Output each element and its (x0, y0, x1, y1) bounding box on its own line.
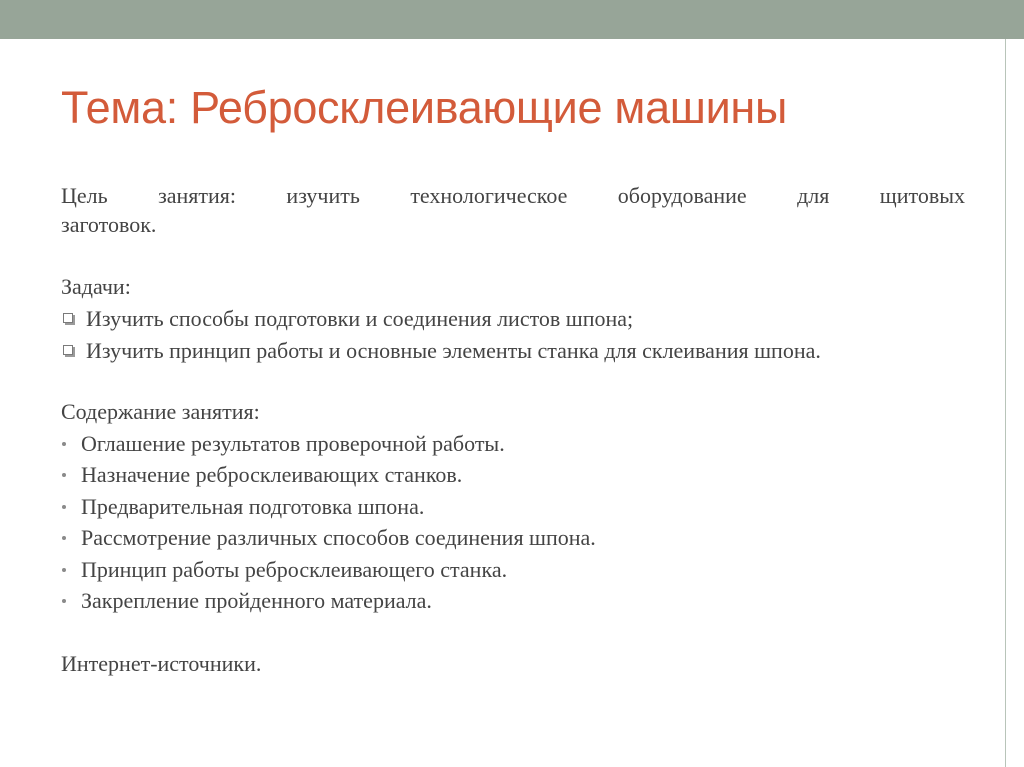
content-text: Закрепление пройденного материала. (81, 588, 432, 613)
content-text: Оглашение результатов проверочной работы. (81, 430, 505, 456)
task-text: Изучить принцип работы и основные элементы станка для склеивания шпона. (86, 338, 821, 363)
content-list (61, 429, 965, 616)
content-item (61, 429, 965, 458)
task-item (61, 336, 965, 365)
content-item (61, 586, 965, 615)
task-text: Изучить способы подготовки и соединения листов шпона; (86, 306, 634, 331)
slide-body (61, 181, 965, 678)
bullet-dot-icon (62, 536, 66, 540)
content-text: Назначение ребросклеивающих станков. (81, 462, 463, 487)
checkbox-bullet-icon (63, 345, 73, 355)
tasks-list (61, 304, 965, 365)
content-text: Рассмотрение различных способов соединения шпона. (81, 525, 596, 550)
content-text: Предварительная подготовка шпона. (81, 493, 425, 519)
lesson-goal-line-2: заготовок. (61, 212, 157, 237)
internet-sources: Интернет-источники. (61, 651, 262, 676)
content-item (61, 492, 965, 521)
checkbox-bullet-icon (63, 313, 73, 323)
lesson-goal-line-1: Цель занятия: изучить технологическое оборудование для щитовых (61, 183, 965, 208)
content-item (61, 523, 965, 552)
content-item (61, 460, 965, 489)
bullet-dot-icon (62, 442, 66, 446)
bullet-dot-icon (62, 505, 66, 509)
top-bar (0, 0, 1024, 39)
right-border-line (1005, 39, 1006, 767)
task-item (61, 304, 965, 333)
content-heading: Содержание занятия: (61, 399, 260, 424)
bullet-dot-icon (62, 568, 66, 572)
content-item (61, 555, 965, 584)
lesson-goal (61, 181, 965, 239)
tasks-heading: Задачи: (61, 274, 131, 299)
content-text: Принцип работы ребросклеивающего станка. (81, 556, 508, 582)
bullet-dot-icon (62, 599, 66, 603)
slide-title: Тема: Ребросклеивающие машины (61, 82, 788, 133)
bullet-dot-icon (62, 473, 66, 477)
